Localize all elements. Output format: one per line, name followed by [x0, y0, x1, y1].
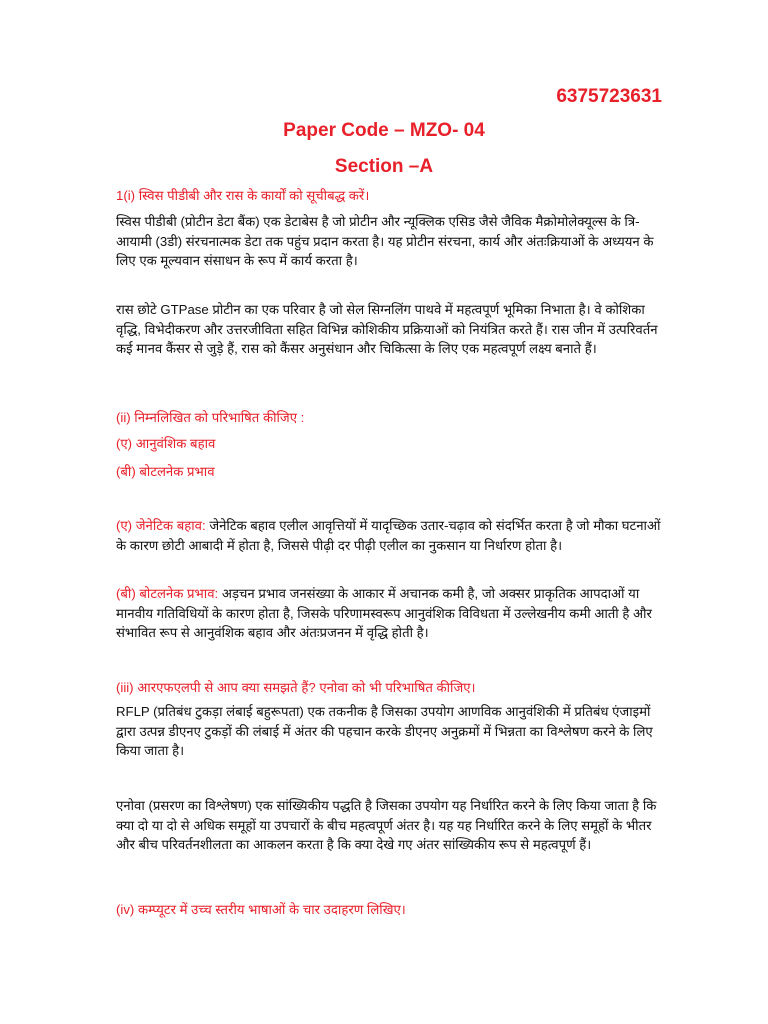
ras-paragraph: रास छोटे GTPase प्रोटीन का एक परिवार है जो सेल सिग्नलिंग पाथवे में महत्वपूर्ण भूमिका निभाता है। वे कोशिका वृद्धि, विभेदीकरण और उत्तरजीविता सहित विभिन्न कोशिकीय प्रक्रियाओं को नियंत्रित करते हैं। रास जीन में उत्परिवर्तन कई मानव कैंसर से जुड़े हैं, रास को कैंसर अनुसंधान और चिकित्सा के लिए एक महत्वपूर्ण लक्ष्य बनाते हैं।	[116, 302, 658, 356]
answer-b-text: अड़चन प्रभाव जनसंख्या के आकार में अचानक कमी है, जो अक्सर प्राकृतिक आपदाओं या मानवीय गतिविधियों के कारण होता है, जिसके परिणामस्वरूप आनुवंशिक विविधता में उल्लेखनीय कमी आती है और संभावित रूप से आनुवंशिक बहाव और अंतःप्रजनन में वृद्धि होती है।	[116, 586, 652, 640]
phone-number: 6375723631	[556, 86, 662, 107]
answer-b-paragraph	[116, 584, 664, 643]
answer-a-label: (ए) जेनेटिक बहाव:	[116, 518, 206, 533]
question-1iii: (iii) आरएफएलपी से आप क्या समझते हैं? एनोवा को भी परिभाषित कीजिए।	[116, 680, 476, 695]
answer-a-text: जेनेटिक बहाव एलील आवृत्तियों में यादृच्छिक उतार-चढ़ाव को संदर्भित करता है जो मौका घटनाओं के कारण छोटी आबादी में होता है, जिससे पीढ़ी दर पीढ़ी एलील का नुकसान या निर्धारण होता है।	[116, 518, 661, 553]
question-1iv: (iv) कम्प्यूटर में उच्च स्तरीय भाषाओं के चार उदाहरण लिखिए।	[116, 902, 406, 917]
anova-paragraph: एनोवा (प्रसरण का विश्लेषण) एक सांख्यिकीय पद्धति है जिसका उपयोग यह निर्धारित करने के लिए किया जाता है कि क्या दो या दो से अधिक समूहों या उपचारों के बीच महत्वपूर्ण अंतर है। यह यह निर्धारित करने के लिए समूहों के भीतर और बीच परिवर्तनशीलता का आकलन करता है कि क्या देखे गए अंतर सांख्यिकीय रूप से महत्वपूर्ण हैं।	[116, 798, 657, 852]
paper-code-title: Paper Code – MZO- 04	[283, 120, 485, 141]
question-1i: 1(i) स्विस पीडीबी और रास के कार्यों को सूचीबद्ध करें।	[116, 188, 370, 203]
swiss-pdb-paragraph: स्विस पीडीबी (प्रोटीन डेटा बैंक) एक डेटाबेस है जो प्रोटीन और न्यूक्लिक एसिड जैसे जैविक मैक्रोमोलेक्यूल्स के त्रि-आयामी (3डी) संरचनात्मक डेटा तक पहुंच प्रदान करता है। यह प्रोटीन संरचना, कार्य और अंतःक्रियाओं के अध्ययन के लिए एक मूल्यवान संसाधन के रूप में कार्य करता है।	[116, 214, 654, 268]
question-1ii: (ii) निम्नलिखित को परिभाषित कीजिए :	[116, 410, 305, 425]
section-title: Section –A	[334, 156, 434, 177]
answer-b-label: (बी) बोटलनेक प्रभाव:	[116, 586, 219, 601]
option-a: (ए) आनुवंशिक बहाव	[116, 436, 216, 451]
rflp-paragraph: RFLP (प्रतिबंध टुकड़ा लंबाई बहुरूपता) एक तकनीक है जिसका उपयोग आणविक आनुवंशिकी में प्रतिबंध एंजाइमों द्वारा उत्पन्न डीएनए टुकड़ों की लंबाई में अंतर की पहचान करके डीएनए अनुक्रमों में भिन्नता का विश्लेषण करने के लिए किया जाता है।	[116, 704, 653, 758]
answer-a-paragraph	[116, 516, 664, 555]
option-b: (बी) बोटलनेक प्रभाव	[116, 464, 215, 479]
